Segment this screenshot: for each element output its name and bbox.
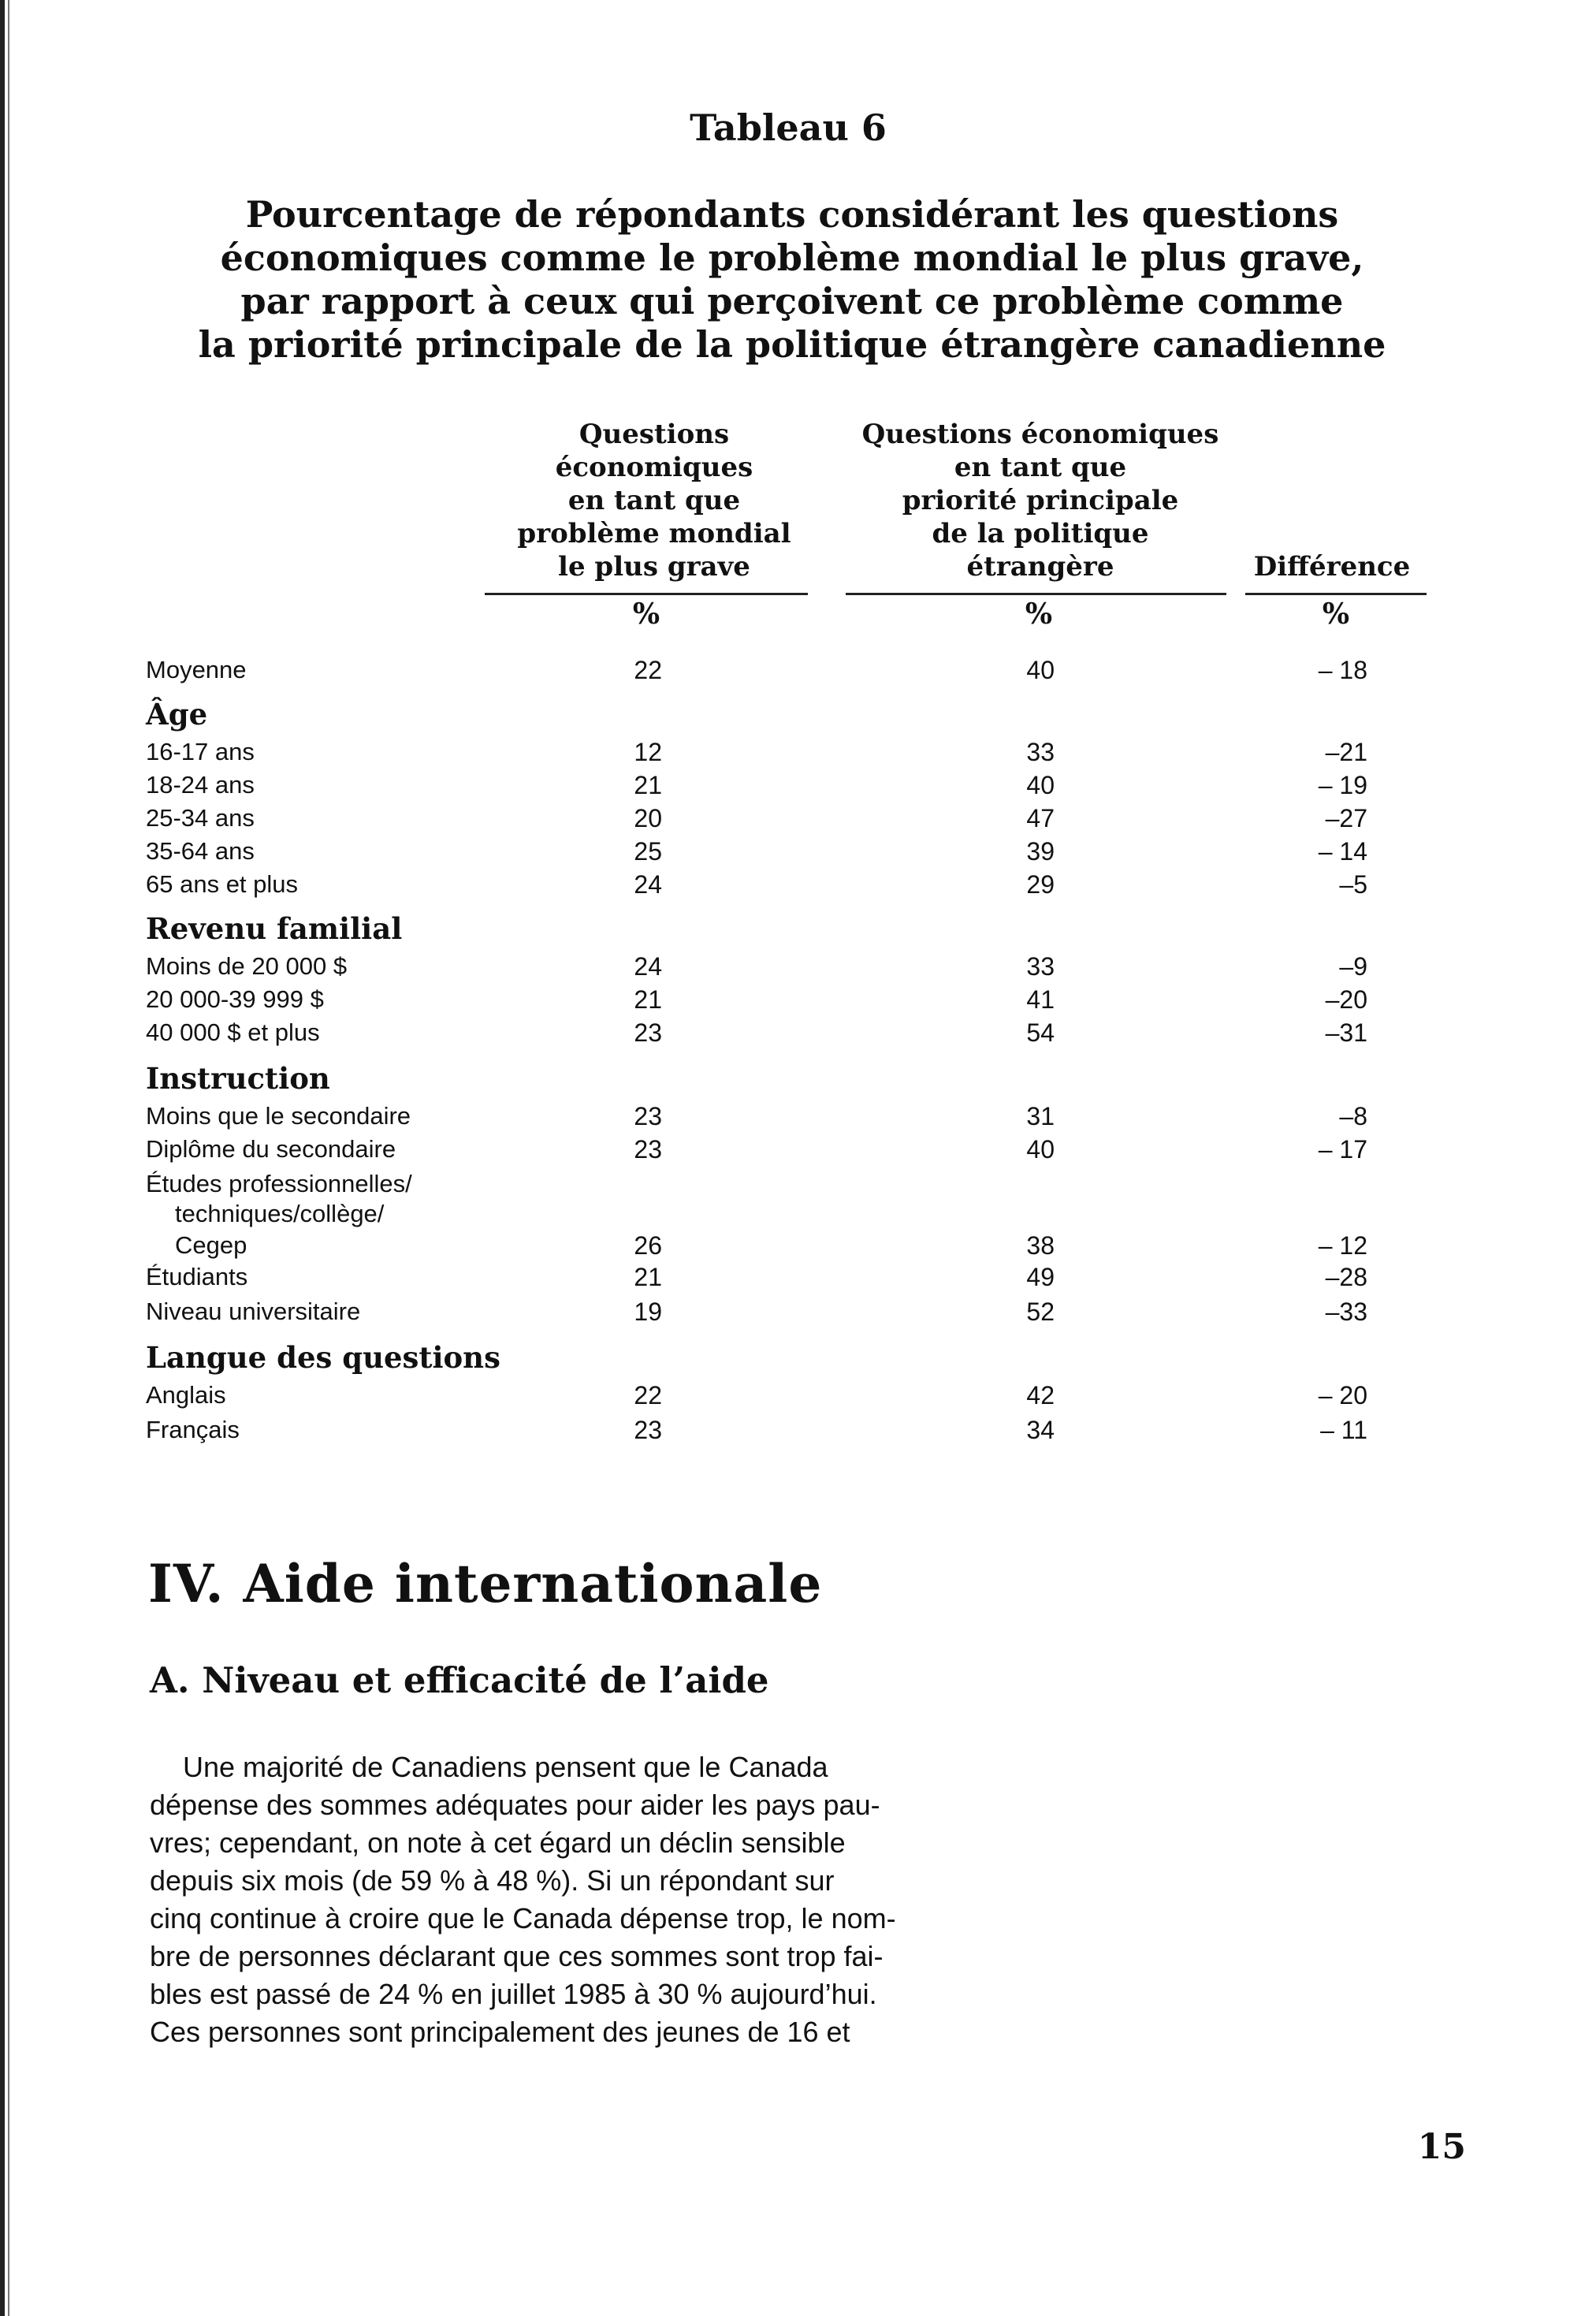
paragraph-line: Une majorité de Canadiens pensent que le Canada (183, 1751, 828, 1783)
paragraph-line: depuis six mois (de 59 % à 48 %). Si un répondant sur (150, 1864, 835, 1897)
page-edge-line (8, 0, 9, 2316)
table-title-line: Pourcentage de répondants considérant les questions (245, 193, 1339, 236)
table-cell: –31 (1325, 1018, 1367, 1047)
column-header-line: en tant que (567, 485, 741, 516)
column-header-difference (1230, 550, 1434, 583)
column-unit: % (1025, 598, 1053, 631)
table-cell: 23 (634, 1416, 662, 1444)
table-number: Tableau 6 (690, 106, 887, 149)
row-label: 65 ans et plus (146, 870, 299, 898)
paragraph-line: bre de personnes déclarant que ces sommes sont trop fai- (150, 1940, 884, 1972)
table-cell: –21 (1325, 738, 1367, 766)
column-header-line: en tant que (954, 452, 1127, 483)
table-cell: –20 (1325, 985, 1367, 1014)
table-title (126, 193, 1458, 367)
row-label: Étudiants (146, 1263, 248, 1290)
table-cell: – 19 (1318, 771, 1367, 799)
paragraph-line: dépense des sommes adéquates pour aider les pays pau- (150, 1789, 880, 1821)
table-cell: 21 (634, 771, 662, 799)
column-header-line: économiques (555, 452, 753, 483)
row-label: 20 000-39 999 $ (146, 985, 324, 1013)
column-rule (485, 593, 808, 595)
subsection-heading: A. Niveau et efficacité de l’aide (150, 1659, 769, 1701)
table-cell: 49 (1026, 1263, 1055, 1291)
row-label: 18-24 ans (146, 771, 255, 799)
column-header-line: Questions (579, 419, 730, 450)
table-cell: 39 (1026, 837, 1055, 866)
table-cell: 24 (634, 952, 662, 981)
table-cell: 40 (1026, 771, 1055, 799)
column-header-line: étrangère (966, 551, 1114, 583)
paragraph-line: bles est passé de 24 % en juillet 1985 à 30 % aujourd’hui. (150, 1978, 877, 2010)
table-cell: 38 (1026, 1231, 1055, 1260)
row-label: Moins que le secondaire (146, 1102, 411, 1130)
row-label: Anglais (146, 1381, 226, 1409)
table-title-line: la priorité principale de la politique étrangère canadienne (198, 323, 1386, 366)
table-cell: 42 (1026, 1381, 1055, 1409)
table-cell: 12 (634, 738, 662, 766)
table-cell: –8 (1339, 1102, 1367, 1130)
table-title-line: économiques comme le problème mondial le plus grave, (220, 236, 1364, 279)
group-heading-language: Langue des questions (146, 1340, 500, 1375)
table-cell: – 12 (1318, 1231, 1367, 1260)
table-cell: – 18 (1318, 656, 1367, 684)
column-header-world-problem (473, 418, 835, 583)
table-cell: – 17 (1318, 1135, 1367, 1164)
page-number: 15 (1417, 2127, 1466, 2167)
paragraph-line: Ces personnes sont principalement des jeunes de 16 et (150, 2016, 850, 2048)
table-cell: –28 (1325, 1263, 1367, 1291)
table-cell: 21 (634, 1263, 662, 1291)
table-cell: 23 (634, 1018, 662, 1047)
column-header-line: problème mondial (517, 518, 791, 549)
row-label: Diplôme du secondaire (146, 1135, 396, 1163)
table-cell: 22 (634, 1381, 662, 1409)
table-cell: 33 (1026, 952, 1055, 981)
table-cell: – 20 (1318, 1381, 1367, 1409)
table-cell: 23 (634, 1135, 662, 1164)
group-heading-age: Âge (146, 697, 208, 732)
group-heading-income: Revenu familial (146, 911, 403, 946)
row-label: Niveau universitaire (146, 1298, 361, 1325)
group-heading-education: Instruction (146, 1061, 330, 1096)
body-paragraph (150, 1748, 1056, 2051)
row-label: 16-17 ans (146, 738, 255, 765)
row-label-moyenne: Moyenne (146, 656, 247, 683)
table-cell: 47 (1026, 804, 1055, 832)
table-cell: 25 (634, 837, 662, 866)
column-header-line: Questions économiques (861, 419, 1219, 450)
table-title-line: par rapport à ceux qui perçoivent ce problème comme (240, 280, 1344, 322)
table-cell: 54 (1026, 1018, 1055, 1047)
row-label-continued: techniques/collège/ (175, 1200, 385, 1227)
paragraph-line: cinq continue à croire que le Canada dépense trop, le nom- (150, 1902, 896, 1934)
table-cell: –33 (1325, 1298, 1367, 1326)
column-header-foreign-policy (828, 418, 1253, 583)
table-cell: 20 (634, 804, 662, 832)
table-cell: 24 (634, 870, 662, 899)
table-cell: – 14 (1318, 837, 1367, 866)
table-cell: 52 (1026, 1298, 1055, 1326)
row-label-continued: Cegep (175, 1231, 247, 1259)
column-rule (846, 593, 1226, 595)
paragraph-line: vres; cependant, on note à cet égard un déclin sensible (150, 1826, 846, 1859)
column-header-line: de la politique (932, 518, 1149, 549)
row-label: Études professionnelles/ (146, 1170, 412, 1197)
column-header-line: le plus grave (558, 551, 750, 583)
table-cell: 40 (1026, 1135, 1055, 1164)
table-cell: 33 (1026, 738, 1055, 766)
section-heading: IV. Aide internationale (148, 1553, 823, 1614)
table-cell: 22 (634, 656, 662, 684)
table-cell: 26 (634, 1231, 662, 1260)
row-label: Moins de 20 000 $ (146, 952, 348, 980)
table-cell: 23 (634, 1102, 662, 1130)
page-edge-shadow (0, 0, 5, 2316)
table-cell: –5 (1339, 870, 1367, 899)
column-header-line: priorité principale (902, 485, 1179, 516)
table-cell: –27 (1325, 804, 1367, 832)
table-cell: –9 (1339, 952, 1367, 981)
table-cell: 34 (1026, 1416, 1055, 1444)
row-label: 25-34 ans (146, 804, 255, 832)
table-cell: 19 (634, 1298, 662, 1326)
row-label: 35-64 ans (146, 837, 255, 865)
table-cell: – 11 (1320, 1416, 1367, 1444)
table-cell: 31 (1026, 1102, 1055, 1130)
table-cell: 21 (634, 985, 662, 1014)
column-rule (1245, 593, 1427, 595)
table-cell: 29 (1026, 870, 1055, 899)
column-header-line: Différence (1253, 551, 1411, 583)
table-cell: 41 (1026, 985, 1055, 1014)
row-label: 40 000 $ et plus (146, 1018, 320, 1046)
column-unit: % (632, 598, 660, 631)
table-cell: 40 (1026, 656, 1055, 684)
row-label: Français (146, 1416, 240, 1443)
column-unit: % (1322, 598, 1350, 631)
